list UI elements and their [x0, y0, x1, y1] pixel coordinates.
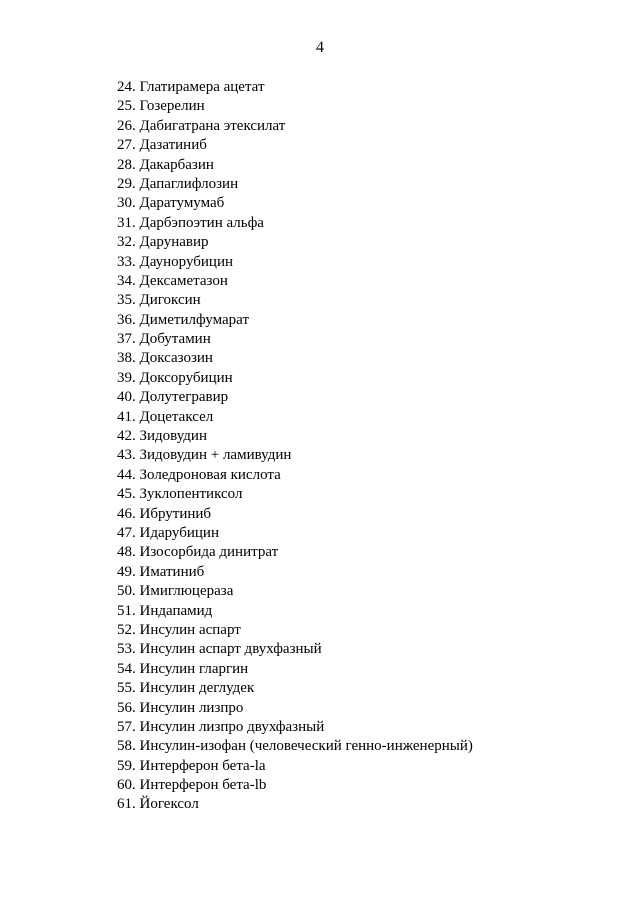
list-item: 38. Доксазозин [117, 350, 213, 367]
list-item: 34. Дексаметазон [117, 272, 228, 289]
list-item: 44. Золедроновая кислота [117, 466, 281, 483]
drug-list [117, 78, 473, 815]
list-item: 37. Добутамин [117, 331, 211, 348]
list-item: 31. Дарбэпоэтин альфа [117, 214, 264, 231]
page-number: 4 [316, 39, 324, 56]
list-item: 40. Долутегравир [117, 389, 229, 406]
list-item: 41. Доцетаксел [117, 408, 214, 425]
list-item: 25. Гозерелин [117, 98, 205, 115]
list-item: 52. Инсулин аспарт [117, 621, 241, 638]
list-item: 54. Инсулин гларгин [117, 660, 249, 677]
list-item: 28. Дакарбазин [117, 156, 214, 173]
list-item: 61. Йогексол [117, 796, 199, 813]
list-item: 36. Диметилфумарат [117, 311, 249, 328]
list-item: 33. Даунорубицин [117, 253, 234, 270]
list-item: 42. Зидовудин [117, 428, 207, 445]
list-item: 48. Изосорбида динитрат [117, 544, 279, 561]
list-item: 46. Ибрутиниб [117, 505, 212, 522]
list-item: 49. Иматиниб [117, 563, 205, 580]
list-item: 43. Зидовудин + ламивудин [117, 447, 292, 464]
list-item: 58. Инсулин-изофан (человеческий генно-инженерный) [117, 738, 473, 755]
list-item: 50. Имиглюцераза [117, 583, 234, 600]
list-item: 32. Дарунавир [117, 234, 209, 251]
list-item: 24. Глатирамера ацетат [117, 79, 265, 95]
list-item: 60. Интерферон бета-lb [117, 777, 267, 794]
list-item: 29. Дапаглифлозин [117, 175, 239, 192]
list-item: 47. Идарубицин [117, 524, 219, 541]
list-item: 57. Инсулин лизпро двухфазный [117, 718, 325, 735]
list-item: 55. Инсулин деглудек [117, 680, 255, 697]
list-item: 59. Интерферон бета-la [117, 757, 266, 774]
list-item: 56. Инсулин лизпро [117, 699, 244, 716]
list-item: 35. Дигоксин [117, 292, 201, 309]
list-item: 45. Зуклопентиксол [117, 486, 243, 503]
list-item: 30. Даратумумаб [117, 195, 225, 212]
list-item: 51. Индапамид [117, 602, 213, 619]
list-item: 27. Дазатиниб [117, 137, 207, 154]
list-item: 53. Инсулин аспарт двухфазный [117, 641, 322, 658]
list-item: 26. Дабигатрана этексилат [117, 117, 286, 134]
list-item: 39. Доксорубицин [117, 369, 233, 386]
